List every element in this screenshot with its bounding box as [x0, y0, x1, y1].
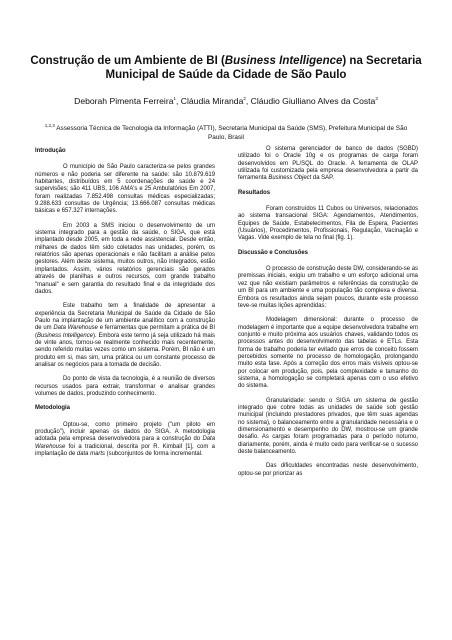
paragraph: Modelagem dimensional: durante o processo de modelagem é importante que a equipe desenvolvedora trabalhe em conjunto e muito próxima aos usuários chaves, validando todos os processos antes do desenvolvimento das tabelas e ETLs. Esta forma de trabalho poderia ter evitado que erros de conceito fossem percebidos somente no processo de homologação, prolongando muito esta fase. Após a correção dos erros mais visíveis optou-se por colocar em produção, pois, pela complexidade e tamanho do sistema, a homologação se completará apenas com o uso efetivo do sistema.	[238, 317, 418, 390]
right-column	[238, 146, 418, 485]
section-heading: Discussão e Conclusões	[238, 249, 308, 256]
paragraph: Optou-se, como primeiro projeto ("um piloto em produção"), incluir apenas os dados do SIGA. A metodologia adotada pela empresa desenvolvedora para a construção do Data Warehouse foi a tradicional, descrita por R. Kimball [1], com a implantação de data marts (subconjuntos de forma incremental.	[35, 421, 215, 458]
paper-title: Construção de um Ambiente de BI (Business Intelligence) na Secretaria Municipal de Saúde da Cidade de São Paulo	[30, 55, 422, 81]
paragraph: Este trabalho tem a finalidade de apresentar a experiência da Secretaria Municipal de Saúde da Cidade de São Paulo na implantação de um ambiente analítico com a construção de um Data Warehouse e ferramentas que permitam a prática de BI (Business Intelligence). Embora este termo já seja utilizado há mais de vinte anos, tornou-se realmente conhecido mais recentemente, sendo referido muitas vezes como um sistema. Porém, BI não é um produto em si, mas sim, uma prática ou um constante processo de analisar os negócios para a tomada de decisão.	[35, 303, 216, 368]
paragraph: Granularidade: sendo o SIGA um sistema de gestão integrado que cobre todas as unidades de saúde sob gestão municipal (incluindo prestadores privados, que têm suas agendas no sistema), o balanceamento entre a granularidade necessária e o dimensionamento e desempenho do DW, mostrou-se um grande desafio. As cargas foram programadas para o período noturno, diariamente, porém, ainda é muito cedo para verificar-se o sucesso deste balanceamento.	[238, 397, 418, 456]
affiliation: $^{1,2,3}$ Assessoria Técnica de Tecnologia da Informação (ATTI), Secretaria Municipal da Saúde (SMS), Prefeitura Municipal de São Paulo, Brasil	[44, 122, 408, 141]
left-column	[35, 146, 215, 465]
author: Deborah Pimenta Ferreira	[74, 96, 174, 106]
author-list: Deborah Pimenta Ferreira$^1$, Cláudia Miranda$^2$, Cláudio Giulliano Alves da Costa$^3$	[74, 96, 378, 106]
paragraph: O processo de construção deste DW, considerando-se as premissas iniciais, exigiu um trabalho e um esforço adicional uma vez que não existiam parâmetros e referências da construção de um BI para um ambiente e uma população tão complexa e diversa. Embora os resultados ainda sejam poucos, durante este processo teve-se muitas lições aprendidas:	[238, 266, 418, 309]
paragraph: O sistema gerenciador de banco de dados (SGBD) utilizado foi o Oracle 10g e os programas de carga foram desenvolvidos em PL/SQL do Oracle. A ferramenta de OLAP utilizada foi customizada pela empresa desenvolvedora a partir da ferramenta Business Object da SAP.	[238, 146, 418, 182]
section-heading: Metodologia	[35, 405, 70, 412]
author: Cláudia Miranda	[180, 96, 244, 106]
section-heading: Introdução	[35, 148, 66, 154]
author: Cláudio Giulliano Alves da Costa	[250, 96, 376, 106]
paragraph: Do ponto de vista da tecnologia, é a reunião de diversos recursos usados para extrair, transformar e analisar grandes volumes de dados, produzindo conhecimento.	[35, 376, 215, 397]
section-heading: Resultados	[238, 189, 271, 196]
paragraph: O município de São Paulo caracteriza-se pelos grandes números e não poderia ser diferente na saúde: são 10.879.619 habitantes, distribuídos em 5 coordenações de saúde e 24 supervisões; são 411 UBS, 106 AMA's e 25 Ambulatórios Em 2007, foram realizadas 7.852.498 consultas médicas especializadas; 9.288.633 consultas de Urgência; 13.666.087 consultas médicas básicas e 657.327 internações.	[35, 164, 215, 215]
paragraph: Foram construídos 11 Cubos ou Universos, relacionados ao sistema transacional SIGA: Agendamentos, Atendimentos, Equipes de Saúde, Estabelecimentos, Fila de Espera, Pacientes (Usuários), Procedimentos, Profissionais, Regulação, Vacinação e Vagas. Vide exemplo de tela no final (fig. 1).	[238, 206, 418, 242]
paragraph: Em 2003 a SMS iniciou o desenvolvimento de um sistema integrado para a gestão da saúde, o SIGA, que está implantado desde 2005, em toda a rede assistencial. Desde então, milhares de dados têm sido coletados nas unidades, porém, os relatórios são apenas operacionais e não facilitam a análise pelos gestores. Além deste sistema, muitos outros, não integrados, estão implantados. Assim, vários relatórios gerenciais são gerados através de planilhas e outros recursos, com grande trabalho "manual" e sem garantia do resultado final e da integridade dos dados.	[35, 222, 215, 295]
paragraph: Das dificuldades encontradas neste desenvolvimento, optou-se por priorizar as	[238, 463, 418, 477]
